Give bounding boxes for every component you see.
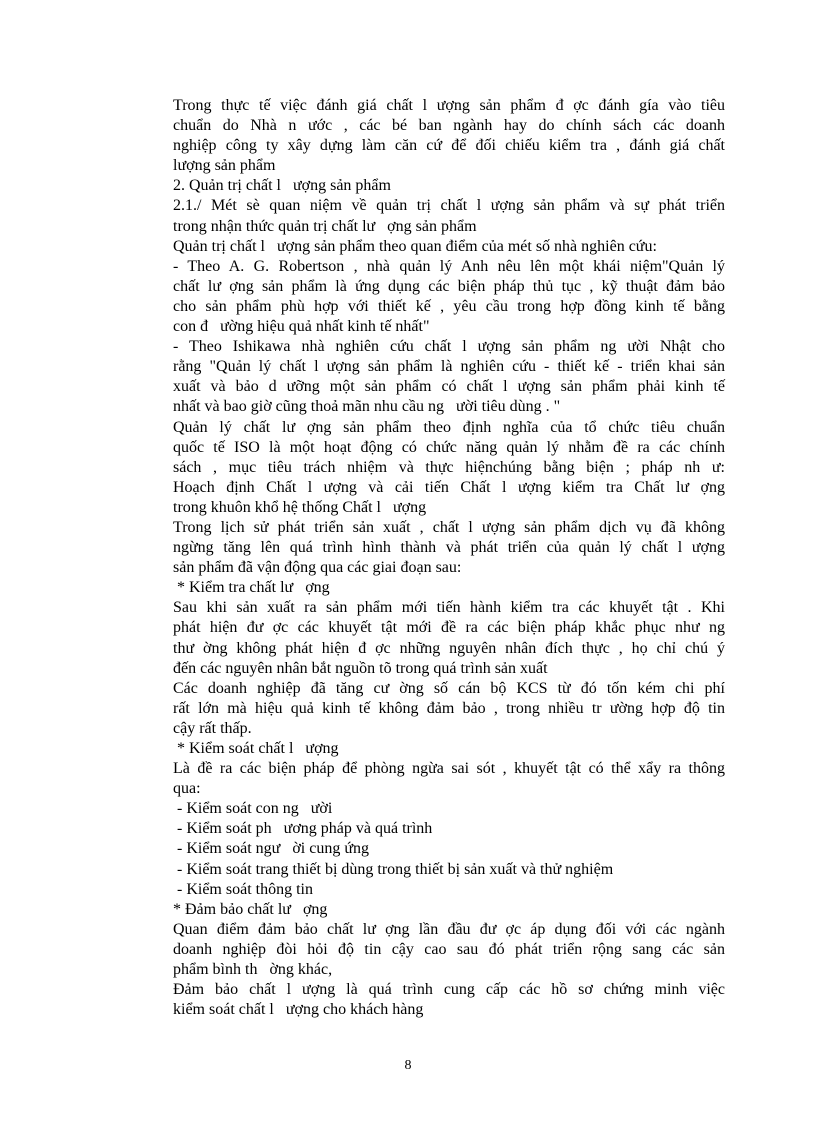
text-line: rất lớn mà hiệu quả kinh tế không đảm bảo , trong nhiều tr ường hợp độ tin — [173, 699, 725, 717]
text-line: * Đảm bảo chất lư ợng — [173, 900, 328, 918]
text-line: Sau khi sản xuất ra sản phẩm mới tiến hành kiểm tra các khuyết tật . Khi — [173, 599, 725, 617]
text-line: - Kiểm soát thông tin — [173, 880, 313, 898]
text-line: Đảm bảo chất l ượng là quá trình cung cấp các hồ sơ chứng minh việc — [173, 981, 725, 999]
text-line: - Theo Ishikawa nhà nghiên cứu chất l ượng sản phẩm ng ười Nhật cho — [173, 338, 725, 356]
page-number: 8 — [404, 1058, 412, 1073]
text-line: Quản trị chất l ượng sản phẩm theo quan điểm của mét số nhà nghiên cứu: — [173, 237, 657, 255]
text-line: - Theo A. G. Robertson , nhà quản lý Anh nêu lên một khái niệm"Quản lý — [173, 257, 725, 275]
text-line: - Kiểm soát ph ương pháp và quá trình — [173, 820, 433, 838]
text-line: rằng "Quản lý chất l ượng sản phẩm là nghiên cứu - thiết kế - triển khai sản — [173, 358, 725, 376]
text-line: xuất và bảo d ưỡng một sản phẩm có chất l ượng sản phẩm phải kinh tế — [173, 378, 725, 396]
text-line: phẩm bình th ờng khác, — [173, 961, 333, 979]
text-line: phát hiện đư ợc các khuyết tật mới đề ra các biện pháp khắc phục như ng — [173, 619, 725, 637]
text-line: lượng sản phẩm — [173, 157, 276, 175]
text-line: Trong thực tế việc đánh giá chất l ượng sản phẩm đ ợc đánh gía vào tiêu — [173, 97, 725, 114]
text-line: * Kiểm tra chất lư ợng — [173, 579, 330, 597]
text-line: sản phẩm đã vận động qua các giai đoạn sau: — [173, 559, 462, 577]
text-line: con đ ường hiệu quả nhất kinh tế nhất" — [173, 318, 430, 336]
text-line: Trong lịch sử phát triển sản xuất , chất l ượng sản phẩm dịch vụ đã không — [173, 518, 725, 536]
text-line: qua: — [173, 780, 201, 798]
text-line: 2. Quản trị chất l ượng sản phẩm — [173, 177, 391, 195]
text-line: nghiệp công ty xây dựng làm căn cứ để đối chiếu kiểm tra , đánh giá chất — [173, 137, 725, 155]
text-line: thư ờng không phát hiện đ ợc những nguyên nhân đích thực , họ chỉ chú ý — [173, 639, 725, 657]
text-line: nhất và bao giờ cũng thoả mãn nhu cầu ng ười tiêu dùng . " — [173, 398, 561, 416]
text-line: - Kiểm soát con ng ười — [173, 800, 333, 818]
text-line: sách , mục tiêu trách nhiệm và thực hiệnchúng bằng biện ; pháp nh ư: — [173, 458, 725, 476]
body-text — [173, 96, 725, 1020]
text-line: Là đề ra các biện pháp để phòng ngừa sai sót , khuyết tật có thể xẩy ra thông — [173, 760, 725, 778]
text-line: Quan điểm đảm bảo chất lư ợng lần đầu đư ợc áp dụng đối với các ngành — [173, 920, 725, 938]
text-line: Các doanh nghiệp đã tăng cư ờng số cán bộ KCS từ đó tốn kém chi phí — [173, 679, 725, 697]
text-line: Hoạch định Chất l ượng và cải tiến Chất l ượng kiểm tra Chất lư ợng — [173, 478, 725, 496]
text-line: cậy rất thấp. — [173, 719, 252, 737]
text-line: quốc tế ISO là một hoạt động có chức năng quản lý nhằm đề ra các chính — [173, 438, 725, 456]
text-line: - Kiểm soát ngư ời cung ứng — [173, 840, 369, 858]
text-line: chất lư ợng sản phẩm là ứng dụng các biện pháp thủ tục , kỹ thuật đảm bảo — [173, 277, 725, 295]
text-line: - Kiểm soát trang thiết bị dùng trong thiết bị sản xuất và thử nghiệm — [173, 860, 614, 878]
text-line: trong khuôn khổ hệ thống Chất l ượng — [173, 498, 427, 516]
text-line: doanh nghiệp đòi hỏi độ tin cậy cao sau đó phát triển rộng sang các sản — [173, 940, 725, 958]
text-line: cho sản phẩm phù hợp với thiết kế , yêu cầu trong hợp đồng kinh tế bằng — [173, 297, 725, 315]
text-line: trong nhận thức quản trị chất lư ợng sản phẩm — [173, 217, 477, 235]
text-line: chuẩn do Nhà n ước , các bé ban ngành hay do chính sách các doanh — [173, 117, 725, 135]
text-line: * Kiểm soát chất l ượng — [173, 740, 339, 757]
text-line: kiểm soát chất l ượng cho khách hàng — [173, 1001, 424, 1019]
text-line: ngừng tăng lên quá trình hình thành và phát triển của quản lý chất l ượng — [173, 539, 725, 557]
text-line: đến các nguyên nhân bắt nguồn tõ trong quá trình sản xuất — [173, 659, 548, 677]
text-line: Quản lý chất lư ợng sản phẩm theo định nghĩa của tổ chức tiêu chuẩn — [173, 418, 725, 436]
text-line: 2.1./ Mét sè quan niệm về quản trị chất l ượng sản phẩm và sự phát triển — [173, 197, 725, 215]
